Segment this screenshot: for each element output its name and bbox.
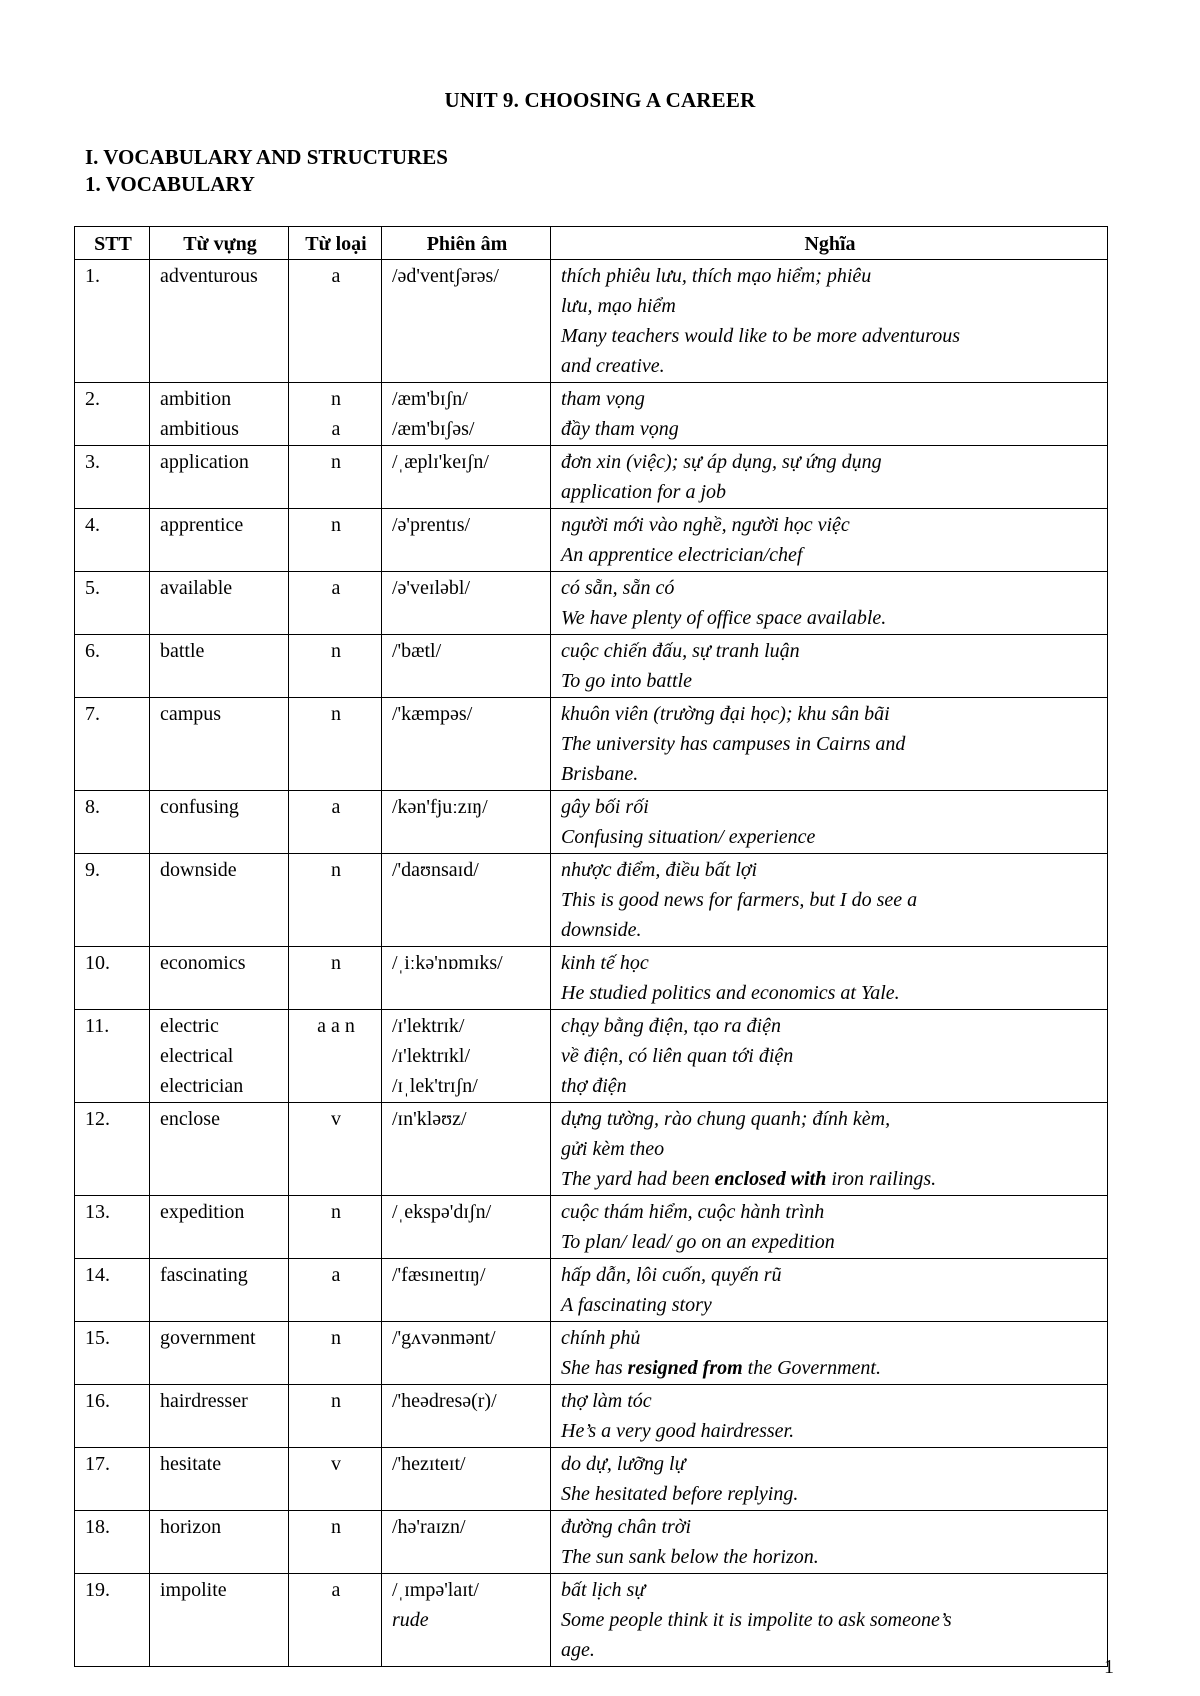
cell-meaning: [551, 1010, 1108, 1103]
cell-stt: 8.: [75, 791, 150, 854]
cell-stt: 10.: [75, 947, 150, 1010]
cell-type: [289, 854, 382, 947]
word-line: apprentice: [160, 514, 244, 536]
meaning-line: dựng tường, rào chung quanh; đính kèm,: [561, 1108, 891, 1130]
meaning-line: đường chân trời: [561, 1516, 692, 1538]
cell-type: [289, 1322, 382, 1385]
cell-stt: 7.: [75, 698, 150, 791]
cell-word: [150, 446, 289, 509]
cell-meaning: [551, 1322, 1108, 1385]
table-row: [75, 1574, 1108, 1667]
table-row: [75, 1010, 1108, 1103]
cell-word: [150, 1259, 289, 1322]
pron-line: /'bætl/: [392, 640, 442, 662]
cell-pron: [382, 1448, 551, 1511]
subsection-heading: 1. VOCABULARY: [85, 172, 255, 196]
header-type: Từ loại: [289, 227, 382, 260]
pron-line: /ə'veɪləbl/: [392, 577, 471, 599]
cell-word: [150, 1103, 289, 1196]
word-line: battle: [160, 640, 205, 662]
meaning-line: khuôn viên (trường đại học); khu sân bãi: [561, 703, 890, 725]
meaning-line: age.: [561, 1639, 595, 1661]
table-row: [75, 572, 1108, 635]
cell-pron: [382, 260, 551, 383]
word-line: impolite: [160, 1579, 227, 1601]
cell-pron: [382, 698, 551, 791]
pron-line: /ˌekspə'dɪʃn/: [392, 1201, 492, 1223]
type-line: a: [331, 1579, 341, 1601]
meaning-line: Brisbane.: [561, 763, 639, 785]
meaning-line: cuộc chiến đấu, sự tranh luận: [561, 640, 800, 662]
cell-stt: 1.: [75, 260, 150, 383]
pron-line: /ˌæplɪ'keɪʃn/: [392, 451, 489, 473]
cell-meaning: [551, 1448, 1108, 1511]
pron-line: /əd'ventʃərəs/: [392, 265, 499, 287]
cell-stt: 15.: [75, 1322, 150, 1385]
cell-word: [150, 698, 289, 791]
cell-type: [289, 1385, 382, 1448]
type-line: a: [331, 418, 341, 440]
cell-type: [289, 572, 382, 635]
cell-stt: 16.: [75, 1385, 150, 1448]
pron-line: /'kæmpəs/: [392, 703, 473, 725]
cell-word: [150, 1196, 289, 1259]
cell-word: [150, 572, 289, 635]
cell-meaning: [551, 383, 1108, 446]
meaning-line: gây bối rối: [561, 796, 649, 818]
cell-stt: 3.: [75, 446, 150, 509]
meaning-line: To go into battle: [561, 670, 692, 692]
meaning-line: The sun sank below the horizon.: [561, 1546, 819, 1568]
word-line: fascinating: [160, 1264, 248, 1286]
table-row: [75, 1103, 1108, 1196]
header-meaning: Nghĩa: [551, 227, 1108, 260]
pron-line: /ɪˌlek'trɪʃn/: [392, 1075, 478, 1097]
cell-type: [289, 1574, 382, 1667]
word-line: electrical: [160, 1045, 234, 1067]
meaning-line: An apprentice electrician/chef: [561, 544, 803, 566]
pron-line: /hə'raɪzn/: [392, 1516, 466, 1538]
word-line: ambition: [160, 388, 232, 410]
meaning-line: đơn xin (việc); sự áp dụng, sự ứng dụng: [561, 451, 882, 473]
cell-type: [289, 1259, 382, 1322]
cell-pron: [382, 446, 551, 509]
cell-meaning: [551, 1574, 1108, 1667]
cell-meaning: [551, 260, 1108, 383]
cell-type: [289, 635, 382, 698]
meaning-line: Confusing situation/ experience: [561, 826, 816, 848]
pron-line: /ˌiːkə'nɒmɪks/: [392, 952, 503, 974]
type-line: n: [331, 859, 341, 881]
meaning-line: về điện, có liên quan tới điện: [561, 1045, 794, 1067]
type-line: a: [331, 1264, 341, 1286]
meaning-line: Some people think it is impolite to ask someone’s: [561, 1609, 952, 1631]
meaning-line: We have plenty of office space available.: [561, 607, 887, 629]
table-row: [75, 1322, 1108, 1385]
meaning-line: Many teachers would like to be more adventurous: [561, 325, 960, 347]
meaning-line: A fascinating story: [561, 1294, 712, 1316]
cell-word: [150, 1511, 289, 1574]
cell-pron: [382, 572, 551, 635]
cell-meaning: [551, 854, 1108, 947]
cell-stt: 2.: [75, 383, 150, 446]
word-line: electrician: [160, 1075, 244, 1097]
cell-meaning: [551, 446, 1108, 509]
type-line: n: [331, 388, 341, 410]
pron-line: /'hezɪteɪt/: [392, 1453, 466, 1475]
table-row: [75, 1385, 1108, 1448]
cell-type: [289, 698, 382, 791]
example-line: [561, 1353, 1099, 1383]
cell-word: [150, 509, 289, 572]
cell-word: [150, 1010, 289, 1103]
cell-word: [150, 1448, 289, 1511]
cell-pron: [382, 1385, 551, 1448]
cell-type: [289, 947, 382, 1010]
pron-line: /'gʌvənmənt/: [392, 1327, 496, 1349]
meaning-line: downside.: [561, 919, 642, 941]
type-line: a: [331, 796, 341, 818]
type-line: a: [331, 577, 341, 599]
cell-meaning: [551, 1511, 1108, 1574]
cell-pron: [382, 1259, 551, 1322]
meaning-line: cuộc thám hiểm, cuộc hành trình: [561, 1201, 825, 1223]
table-row: [75, 1448, 1108, 1511]
pron-line: /æm'bɪʃəs/: [392, 418, 475, 440]
type-line: n: [331, 1390, 341, 1412]
cell-pron: [382, 791, 551, 854]
word-line: economics: [160, 952, 246, 974]
word-line: application: [160, 451, 249, 473]
table-header-row: [75, 227, 1108, 260]
vocabulary-rows: [75, 260, 1108, 1667]
cell-type: [289, 1103, 382, 1196]
type-line: n: [331, 952, 341, 974]
meaning-line: hấp dẫn, lôi cuốn, quyến rũ: [561, 1264, 782, 1286]
pron-line: /kən'fjuːzɪŋ/: [392, 796, 488, 818]
word-line: electric: [160, 1015, 219, 1037]
example-text: She has: [561, 1357, 628, 1379]
cell-pron: [382, 1010, 551, 1103]
cell-stt: 12.: [75, 1103, 150, 1196]
cell-stt: 4.: [75, 509, 150, 572]
meaning-line: She hesitated before replying.: [561, 1483, 799, 1505]
cell-meaning: [551, 572, 1108, 635]
meaning-line: chính phủ: [561, 1327, 641, 1349]
meaning-line: do dự, lưỡng lự: [561, 1453, 686, 1475]
word-line: adventurous: [160, 265, 258, 287]
example-text: iron railings.: [826, 1168, 937, 1190]
table-row: [75, 1259, 1108, 1322]
word-line: government: [160, 1327, 256, 1349]
cell-pron: [382, 1196, 551, 1259]
cell-word: [150, 383, 289, 446]
cell-type: [289, 791, 382, 854]
meaning-line: kinh tế học: [561, 952, 649, 974]
vocabulary-table: [74, 226, 1108, 1667]
header-pron: Phiên âm: [382, 227, 551, 260]
section-heading: I. VOCABULARY AND STRUCTURES: [85, 145, 448, 169]
pron-line: /'heədresə(r)/: [392, 1390, 497, 1412]
meaning-line: người mới vào nghề, người học việc: [561, 514, 850, 536]
type-line: a a n: [317, 1015, 355, 1037]
cell-pron: [382, 1322, 551, 1385]
cell-word: [150, 947, 289, 1010]
cell-meaning: [551, 791, 1108, 854]
cell-meaning: [551, 1259, 1108, 1322]
word-line: confusing: [160, 796, 239, 818]
cell-meaning: [551, 1196, 1108, 1259]
cell-type: [289, 1010, 382, 1103]
meaning-line: tham vọng: [561, 388, 645, 410]
meaning-line: thích phiêu lưu, thích mạo hiểm; phiêu: [561, 265, 872, 287]
cell-word: [150, 260, 289, 383]
meaning-line: He’s a very good hairdresser.: [561, 1420, 795, 1442]
meaning-line: This is good news for farmers, but I do see a: [561, 889, 918, 911]
word-line: ambitious: [160, 418, 239, 440]
cell-stt: 6.: [75, 635, 150, 698]
page-title: UNIT 9. CHOOSING A CAREER: [444, 88, 756, 112]
cell-type: [289, 1448, 382, 1511]
cell-word: [150, 854, 289, 947]
cell-stt: 18.: [75, 1511, 150, 1574]
example-bold: resigned from: [627, 1357, 743, 1379]
cell-stt: 13.: [75, 1196, 150, 1259]
type-line: n: [331, 514, 341, 536]
pron-line: /ɪn'kləʊz/: [392, 1108, 467, 1130]
table-row: [75, 698, 1108, 791]
table-row: [75, 1511, 1108, 1574]
cell-pron: [382, 383, 551, 446]
word-line: horizon: [160, 1516, 222, 1538]
type-line: n: [331, 451, 341, 473]
meaning-line: gửi kèm theo: [561, 1138, 665, 1160]
cell-type: [289, 260, 382, 383]
word-line: hairdresser: [160, 1390, 248, 1412]
cell-pron: [382, 1103, 551, 1196]
cell-word: [150, 1574, 289, 1667]
table-row: [75, 635, 1108, 698]
cell-meaning: [551, 509, 1108, 572]
table-row: [75, 1196, 1108, 1259]
cell-type: [289, 1196, 382, 1259]
cell-word: [150, 635, 289, 698]
meaning-line: bất lịch sự: [561, 1579, 646, 1601]
table-row: [75, 509, 1108, 572]
header-stt: STT: [75, 227, 150, 260]
type-line: v: [331, 1453, 341, 1475]
cell-meaning: [551, 698, 1108, 791]
table-row: [75, 791, 1108, 854]
meaning-line: and creative.: [561, 355, 665, 377]
type-line: n: [331, 640, 341, 662]
header-word: Từ vựng: [150, 227, 289, 260]
cell-word: [150, 1322, 289, 1385]
pron-line: /'fæsɪneɪtɪŋ/: [392, 1264, 486, 1286]
cell-stt: 9.: [75, 854, 150, 947]
table-row: [75, 947, 1108, 1010]
table-row: [75, 854, 1108, 947]
word-line: enclose: [160, 1108, 220, 1130]
meaning-line: có sẵn, sẵn có: [561, 577, 675, 599]
type-line: a: [331, 265, 341, 287]
meaning-line: thợ làm tóc: [561, 1390, 652, 1412]
cell-pron: [382, 854, 551, 947]
type-line: n: [331, 1201, 341, 1223]
example-text: The yard had been: [561, 1168, 715, 1190]
type-line: n: [331, 1327, 341, 1349]
cell-type: [289, 1511, 382, 1574]
cell-meaning: [551, 1385, 1108, 1448]
pron-line: /ˌɪmpə'laɪt/: [392, 1579, 479, 1601]
meaning-line: nhược điểm, điều bất lợi: [561, 859, 758, 881]
cell-type: [289, 446, 382, 509]
meaning-line: lưu, mạo hiểm: [561, 295, 676, 317]
cell-pron: [382, 1511, 551, 1574]
cell-stt: 5.: [75, 572, 150, 635]
example-line: [561, 1164, 1099, 1194]
pron-line: /æm'bɪʃn/: [392, 388, 468, 410]
word-line: expedition: [160, 1201, 245, 1223]
pron-line: /ɪ'lektrɪk/: [392, 1015, 465, 1037]
type-line: n: [331, 703, 341, 725]
cell-stt: 14.: [75, 1259, 150, 1322]
cell-type: [289, 383, 382, 446]
page-number: 1: [1104, 1656, 1114, 1678]
pron-line: /'daʊnsaɪd/: [392, 859, 479, 881]
cell-pron: [382, 509, 551, 572]
pron-line: /ɪ'lektrɪkl/: [392, 1045, 471, 1067]
word-line: campus: [160, 703, 222, 725]
cell-meaning: [551, 635, 1108, 698]
example-bold: enclosed with: [714, 1168, 827, 1190]
meaning-line: application for a job: [561, 481, 726, 503]
meaning-line: đầy tham vọng: [561, 418, 679, 440]
table-row: [75, 260, 1108, 383]
table-row: [75, 383, 1108, 446]
pron-line: /ə'prentɪs/: [392, 514, 471, 536]
cell-meaning: [551, 947, 1108, 1010]
word-line: hesitate: [160, 1453, 222, 1475]
cell-type: [289, 509, 382, 572]
cell-stt: 19.: [75, 1574, 150, 1667]
table-row: [75, 446, 1108, 509]
meaning-line: chạy bằng điện, tạo ra điện: [561, 1015, 781, 1037]
pron-note: rude: [392, 1609, 429, 1631]
cell-pron: [382, 947, 551, 1010]
type-line: v: [331, 1108, 341, 1130]
meaning-line: To plan/ lead/ go on an expedition: [561, 1231, 835, 1253]
cell-stt: 11.: [75, 1010, 150, 1103]
meaning-line: The university has campuses in Cairns and: [561, 733, 906, 755]
meaning-line: thợ điện: [561, 1075, 627, 1097]
cell-pron: [382, 635, 551, 698]
cell-word: [150, 791, 289, 854]
word-line: available: [160, 577, 233, 599]
example-text: the Government.: [742, 1357, 881, 1379]
type-line: n: [331, 1516, 341, 1538]
cell-word: [150, 1385, 289, 1448]
cell-pron: [382, 1574, 551, 1667]
word-line: downside: [160, 859, 237, 881]
cell-meaning: [551, 1103, 1108, 1196]
cell-stt: 17.: [75, 1448, 150, 1511]
meaning-line: He studied politics and economics at Yale.: [561, 982, 900, 1004]
